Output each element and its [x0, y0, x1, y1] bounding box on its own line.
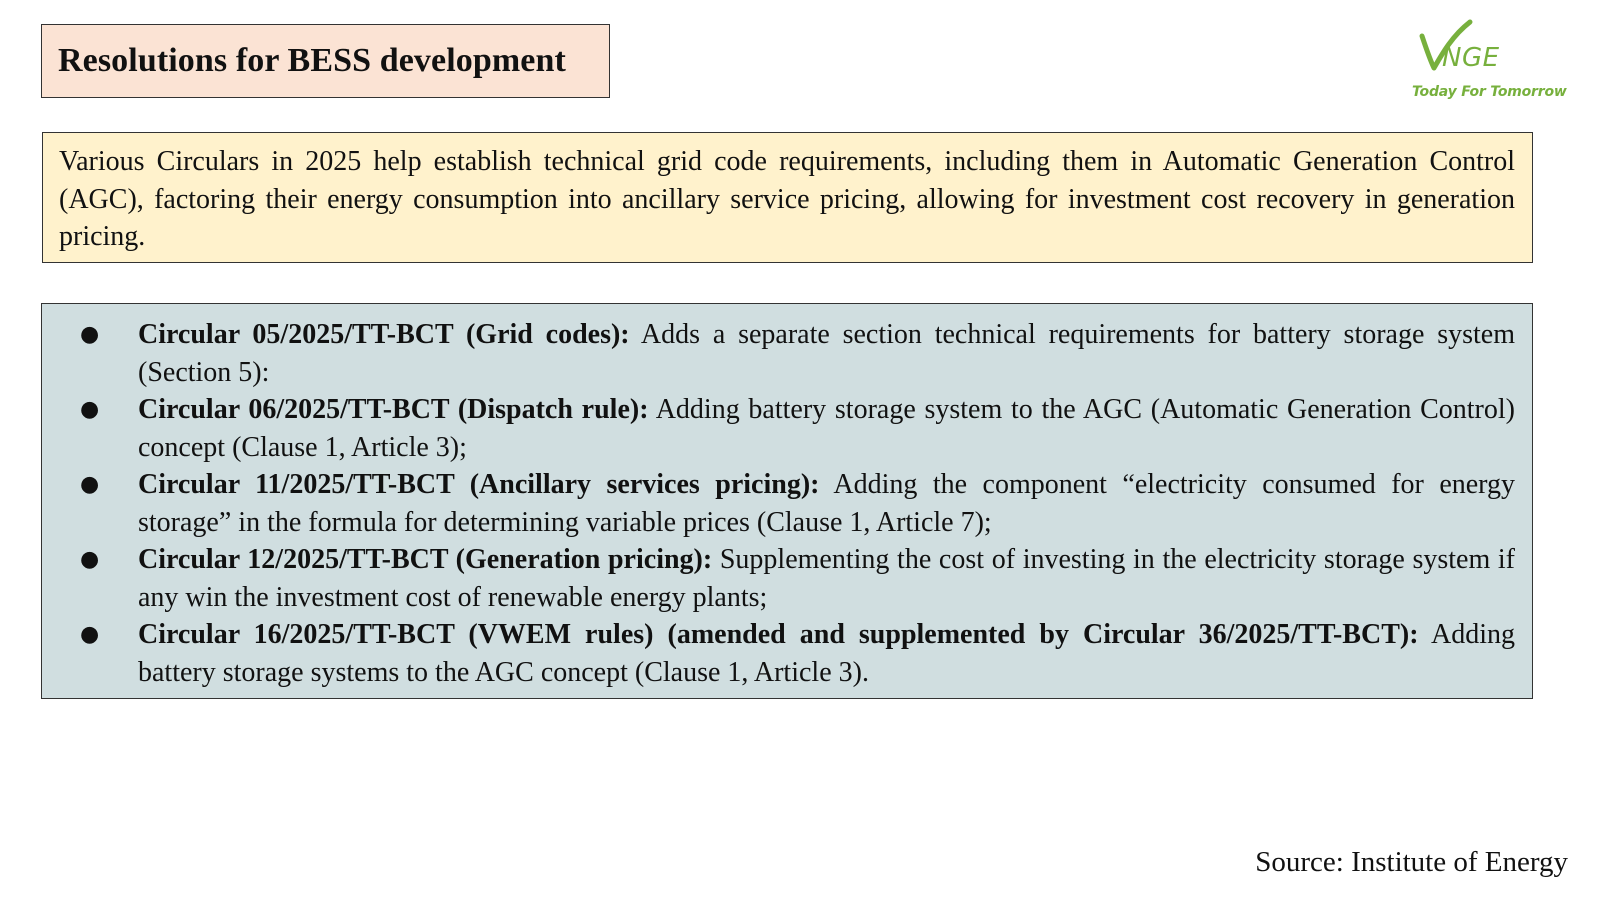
circular-title: Circular 05/2025/TT-BCT (Grid codes): — [138, 319, 630, 350]
bullet-icon: ● — [80, 322, 100, 347]
source-citation: Source: Institute of Energy — [1255, 846, 1568, 878]
bullet-icon: ● — [80, 397, 100, 422]
intro-box — [42, 132, 1533, 263]
circulars-box — [41, 303, 1533, 699]
logo-tagline: Today For Tomorrow — [1412, 84, 1567, 100]
list-item — [42, 391, 1515, 466]
circular-title: Circular 16/2025/TT-BCT (VWEM rules) (amended and supplemented by Circular 36/2025/TT-BCT): — [138, 619, 1419, 650]
bullet-icon: ● — [80, 547, 100, 572]
circular-title: Circular 12/2025/TT-BCT (Generation pricing): — [138, 544, 713, 575]
circular-title: Circular 11/2025/TT-BCT (Ancillary services pricing): — [138, 469, 820, 500]
circular-text: Adding battery storage system to the AGC (Automatic Generation Control) concept (Clause 1, Article 3); — [138, 394, 1515, 463]
svg-text:NGE: NGE — [1442, 43, 1500, 73]
title-box — [41, 24, 610, 98]
list-item — [42, 616, 1515, 691]
bullet-icon: ● — [80, 472, 100, 497]
circulars-list — [42, 316, 1515, 691]
page-title: Resolutions for BESS development — [58, 42, 566, 79]
circular-title: Circular 06/2025/TT-BCT (Dispatch rule): — [138, 394, 649, 425]
list-item — [42, 466, 1515, 541]
bullet-icon: ● — [80, 622, 100, 647]
circular-text: Adding battery storage systems to the AGC concept (Clause 1, Article 3). — [138, 619, 1515, 688]
circular-text: Adds a separate section technical requirements for battery storage system (Section 5): — [138, 319, 1515, 388]
circular-text: Supplementing the cost of investing in the electricity storage system if any win the investment cost of renewable energy plants; — [138, 544, 1515, 613]
vnge-logo-mark — [1400, 18, 1580, 78]
vnge-logo — [1400, 18, 1580, 108]
circular-text: Adding the component “electricity consumed for energy storage” in the formula for determining variable prices (Clause 1, Article 7); — [138, 469, 1515, 538]
list-item — [42, 541, 1515, 616]
intro-paragraph: Various Circulars in 2025 help establish technical grid code requirements, including them in Automatic Generation Control (AGC), factoring their energy consumption into ancillary service pricing, allowing for investment cost recovery in generation pricing. — [59, 146, 1515, 252]
list-item — [42, 316, 1515, 391]
